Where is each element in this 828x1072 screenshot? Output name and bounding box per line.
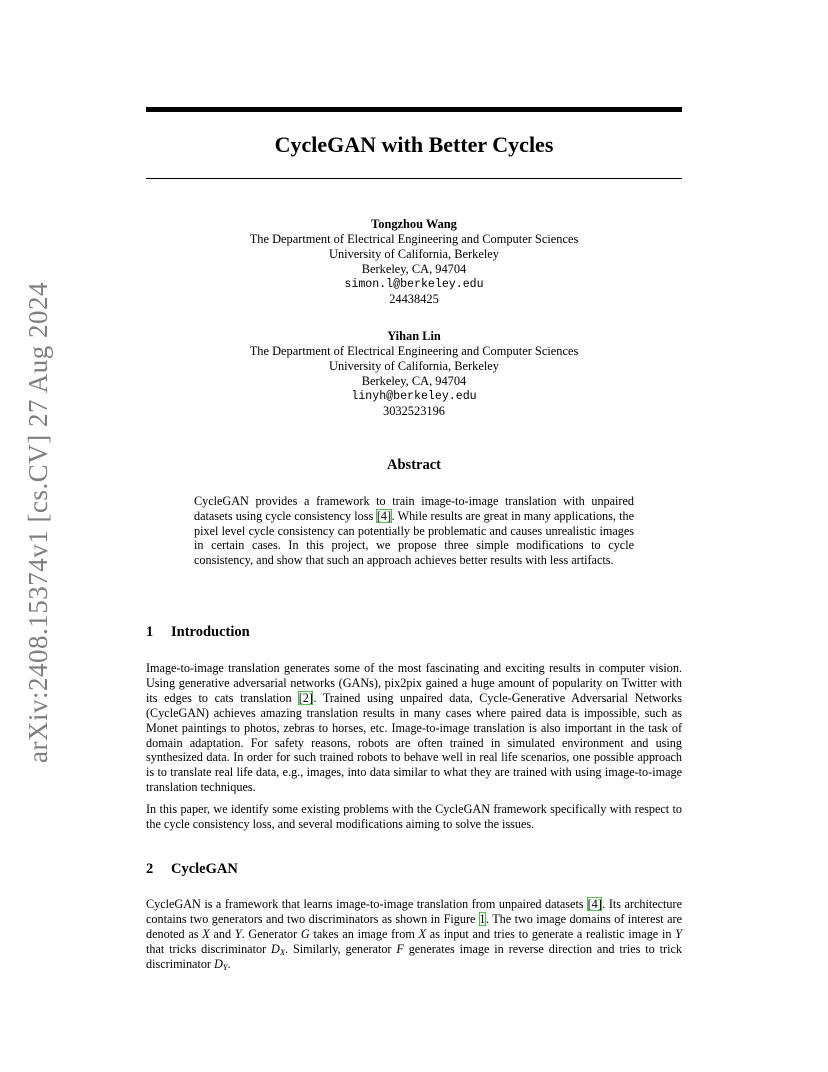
math-var-y: Y	[675, 926, 682, 941]
paragraph-text: and	[209, 926, 235, 941]
citation-link[interactable]: [4]	[376, 508, 392, 523]
math-symbol: D	[214, 956, 223, 971]
paragraph-text: generates image in reverse direction and tries to trick discriminator	[146, 941, 682, 971]
author-name: Yihan Lin	[387, 329, 441, 343]
paragraph-text: takes an image from	[309, 926, 419, 941]
author-department: The Department of Electrical Engineering and Computer Sciences	[249, 344, 579, 358]
math-var-f: F	[396, 941, 404, 956]
paragraph-text: . Trained using unpaired data, Cycle-Generative Adversarial Networks (CycleGAN) achieves amazing translation results in many cases where paired data is impossible, such as Monet paintings to photos, zebras to horses, etc. Image-to-image translation is also important in the task of domain adaptation. For safety reasons, robots are often trained in simulated environment and using synthesized data. In order for such trained robots to behave well in real life scenarios, one possible approach is to translate real life data, e.g., images, into data similar to what they are trained with using image-to-image translation techniques.	[146, 690, 683, 795]
intro-paragraph-1	[146, 661, 682, 795]
author-department: The Department of Electrical Engineering and Computer Sciences	[249, 232, 579, 246]
section-heading-introduction	[146, 623, 682, 641]
paragraph-text: . Its architecture contains two generators and two discriminators as shown in Figure	[146, 897, 682, 926]
citation-link[interactable]: [4]	[587, 897, 602, 911]
title-top-rule	[146, 107, 682, 112]
author-university: University of California, Berkeley	[329, 247, 499, 261]
paragraph-text: .	[227, 956, 231, 971]
paper-title: CycleGAN with Better Cycles	[274, 132, 554, 157]
section-number: 2	[146, 861, 154, 877]
section-title: CycleGAN	[171, 861, 238, 877]
math-var-y: Y	[234, 926, 242, 941]
math-var-dy	[214, 957, 228, 971]
abstract-text-part: CycleGAN provides a framework to train image-to-image translation with unpaired datasets using cycle consistency loss	[194, 494, 634, 523]
abstract-text	[194, 494, 634, 568]
math-symbol: D	[271, 941, 280, 956]
paragraph-text: . Similarly, generator	[285, 941, 397, 956]
paragraph-text: Image-to-image translation generates some of the most fascinating and exciting results in computer vision. Using generative adversarial networks (GANs), pix2pix gained a huge amount of popularity on Twitter with its edges to cats translation	[146, 661, 682, 705]
author-id: 3032523196	[383, 404, 445, 418]
title-bottom-rule	[146, 178, 682, 179]
math-var-dx	[271, 942, 285, 956]
section-title: Introduction	[171, 624, 250, 640]
paragraph-text: . The two image domains of interest are denoted as	[146, 911, 682, 941]
paragraph-text: . Generator	[241, 926, 301, 941]
author-location: Berkeley, CA, 94704	[361, 262, 467, 276]
math-var-x: X	[202, 926, 210, 941]
paragraph-text: as input and tries to generate a realistic image in	[426, 926, 676, 941]
paragraph-text: CycleGAN is a framework that learns image-to-image translation from unpaired datasets	[146, 897, 588, 911]
math-var-g: G	[300, 926, 310, 941]
section-heading-cyclegan	[146, 860, 682, 878]
author-block-1	[146, 217, 682, 307]
arxiv-side-stamp	[18, 282, 58, 762]
author-id: 24438425	[389, 292, 439, 306]
author-email: linyh@berkeley.edu	[351, 390, 477, 403]
author-block-2	[146, 329, 682, 419]
figure-reference-link[interactable]: 1	[479, 911, 486, 926]
paragraph-text: that tricks discriminator	[146, 941, 272, 956]
math-var-x: X	[418, 926, 427, 941]
citation-link[interactable]: [2]	[298, 690, 313, 705]
intro-paragraph-2: In this paper, we identify some existing problems with the CycleGAN framework specifically with respect to the cycle consistency loss, and several modifications aiming to solve the issues.	[146, 802, 682, 831]
author-university: University of California, Berkeley	[329, 359, 499, 373]
author-location: Berkeley, CA, 94704	[361, 374, 467, 388]
math-subscript: Y	[222, 961, 228, 972]
math-subscript: X	[279, 946, 286, 957]
author-email: simon.l@berkeley.edu	[344, 278, 484, 291]
arxiv-identifier: arXiv:2408.15374v1 [cs.CV] 27 Aug 2024	[22, 281, 53, 763]
abstract-heading: Abstract	[387, 457, 441, 473]
section-number: 1	[146, 624, 154, 640]
author-name: Tongzhou Wang	[371, 217, 457, 231]
cyclegan-paragraph	[146, 897, 682, 972]
abstract-text-part: . While results are great in many applications, the pixel level cycle consistency can potentially be problematic and causes unrealistic images in certain cases. In this project, we propose three simple modifications to cycle consistency, and show that such an approach achieves better results with less artifacts.	[194, 508, 634, 568]
